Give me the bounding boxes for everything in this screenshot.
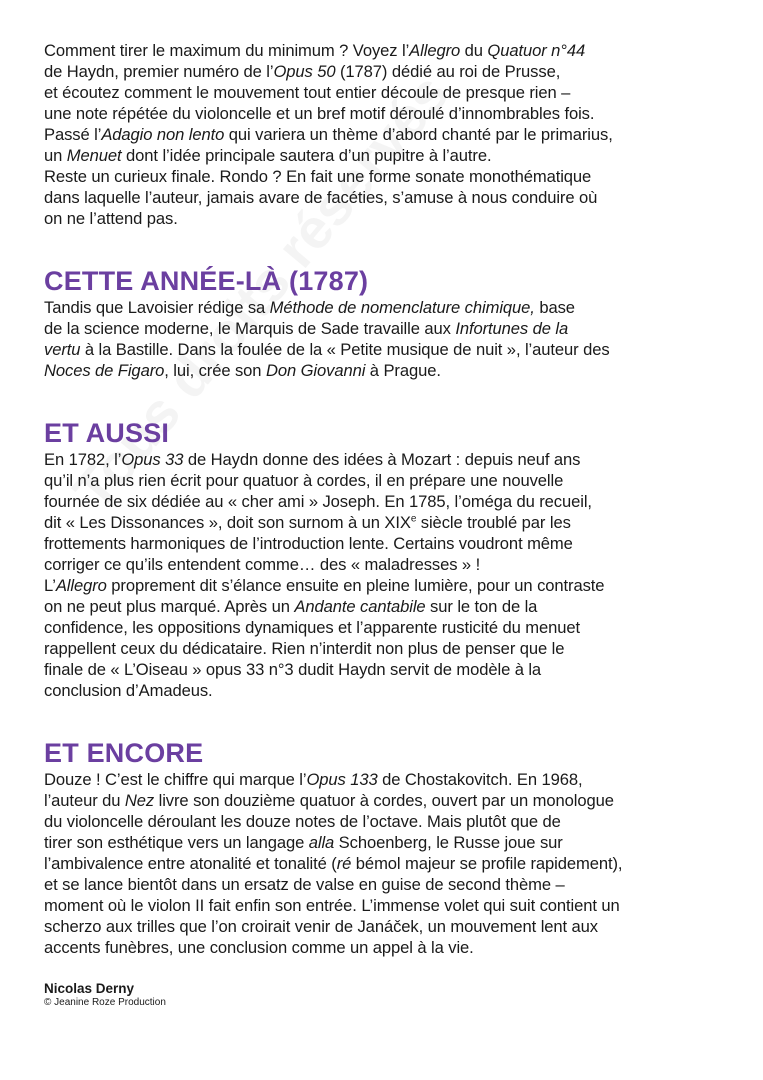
text-segment: accents funèbres, une conclusion comme un appel à la vie. bbox=[44, 938, 474, 957]
text-line bbox=[44, 208, 734, 229]
text-segment: dont l’idée principale sautera d’un pupitre à l’autre. bbox=[121, 146, 492, 165]
text-segment: finale de « L’Oiseau » opus 33 n°3 dudit Haydn servit de modèle à la bbox=[44, 660, 542, 679]
text-segment: qu’il n’a plus rien écrit pour quatuor à cordes, il en prépare une nouvelle bbox=[44, 471, 564, 490]
text-segment: En 1782, l’ bbox=[44, 450, 122, 469]
text-line bbox=[44, 512, 734, 533]
text-line bbox=[44, 638, 734, 659]
text-segment: de Chostakovitch. En 1968, bbox=[377, 770, 583, 789]
text-line bbox=[44, 895, 734, 916]
italic-text: ré bbox=[336, 854, 352, 873]
text-segment: sur le ton de la bbox=[425, 597, 538, 616]
text-segment: livre son douzième quatuor à cordes, ouvert par un monologue bbox=[154, 791, 614, 810]
text-segment: et se lance bientôt dans un ersatz de valse en guise de second thème – bbox=[44, 875, 565, 894]
text-line bbox=[44, 811, 734, 832]
text-line bbox=[44, 339, 734, 360]
section-annee bbox=[44, 265, 734, 381]
text-segment: Comment tirer le maximum du minimum ? Voyez l’ bbox=[44, 41, 410, 60]
text-segment: du violoncelle déroulant les douze notes de l’octave. Mais plutôt que de bbox=[44, 812, 561, 831]
text-line bbox=[44, 769, 734, 790]
section-heading-annee: CETTE ANNÉE-LÀ (1787) bbox=[44, 266, 369, 296]
text-line bbox=[44, 124, 734, 145]
section-aussi bbox=[44, 417, 734, 701]
superscript-text: e bbox=[410, 513, 417, 525]
text-line bbox=[44, 790, 734, 811]
text-segment: du bbox=[460, 41, 488, 60]
text-line bbox=[44, 659, 734, 680]
text-segment: L’ bbox=[44, 576, 56, 595]
text-line bbox=[44, 916, 734, 937]
text-line bbox=[44, 575, 734, 596]
text-segment: de Haydn, premier numéro de l’ bbox=[44, 62, 274, 81]
text-segment: et écoutez comment le mouvement tout entier découle de presque rien – bbox=[44, 83, 571, 102]
italic-text: Noces de Figaro bbox=[44, 361, 165, 380]
text-line bbox=[44, 145, 734, 166]
text-segment: , lui, crée son bbox=[164, 361, 266, 380]
text-segment: proprement dit s’élance ensuite en pleine lumière, pour un contraste bbox=[106, 576, 605, 595]
text-line bbox=[44, 82, 734, 103]
text-line bbox=[44, 166, 734, 187]
text-line bbox=[44, 617, 734, 638]
text-segment: à Prague. bbox=[365, 361, 441, 380]
text-segment: confidence, les oppositions dynamiques et l’apparente rusticité du menuet bbox=[44, 618, 581, 637]
italic-text: Nez bbox=[124, 791, 155, 810]
text-segment: siècle troublé par les bbox=[416, 513, 571, 532]
italic-text: Andante cantabile bbox=[294, 597, 426, 616]
copyright-notice: © Jeanine Roze Production bbox=[44, 997, 166, 1008]
intro-paragraph bbox=[44, 40, 734, 229]
section-heading-encore: ET ENCORE bbox=[44, 738, 204, 768]
text-segment: corriger ce qu’ils entendent comme… des « maladresses » ! bbox=[44, 555, 481, 574]
text-line bbox=[44, 318, 734, 339]
text-segment: bémol majeur se profile rapidement), bbox=[351, 854, 623, 873]
section-aussi-paragraph bbox=[44, 449, 734, 701]
text-segment: scherzo aux trilles que l’on croirait venir de Janáček, un mouvement lent aux bbox=[44, 917, 599, 936]
section-annee-paragraph bbox=[44, 297, 734, 381]
text-segment: moment où le violon II fait enfin son entrée. L’immense volet qui suit contient un bbox=[44, 896, 620, 915]
text-segment: Schoenberg, le Russe joue sur bbox=[334, 833, 563, 852]
text-segment: on ne l’attend pas. bbox=[44, 209, 178, 228]
text-line bbox=[44, 937, 734, 958]
text-segment: à la Bastille. Dans la foulée de la « Petite musique de nuit », l’auteur des bbox=[80, 340, 610, 359]
text-line bbox=[44, 449, 734, 470]
italic-text: Allegro bbox=[55, 576, 107, 595]
text-segment: de la science moderne, le Marquis de Sade travaille aux bbox=[44, 319, 456, 338]
text-segment: on ne peut plus marqué. Après un bbox=[44, 597, 295, 616]
text-segment: qui variera un thème d’abord chanté par le primarius, bbox=[224, 125, 613, 144]
text-line bbox=[44, 470, 734, 491]
italic-text: vertu bbox=[44, 340, 81, 359]
text-line bbox=[44, 832, 734, 853]
text-line bbox=[44, 680, 734, 701]
text-line bbox=[44, 297, 734, 318]
italic-text: Adagio non lento bbox=[101, 125, 225, 144]
italic-text: Menuet bbox=[66, 146, 122, 165]
text-segment: frottements harmoniques de l’introduction lente. Certains voudront même bbox=[44, 534, 573, 553]
text-line bbox=[44, 596, 734, 617]
text-segment: l’auteur du bbox=[44, 791, 125, 810]
text-segment: l’ambivalence entre atonalité et tonalité ( bbox=[44, 854, 337, 873]
text-segment: un bbox=[44, 146, 67, 165]
text-segment: (1787) dédié au roi de Prusse, bbox=[335, 62, 561, 81]
text-segment: Tandis que Lavoisier rédige sa bbox=[44, 298, 270, 317]
text-line bbox=[44, 40, 734, 61]
signature-block bbox=[44, 980, 734, 1009]
text-line bbox=[44, 491, 734, 512]
text-segment: base bbox=[534, 298, 575, 317]
text-segment: Passé l’ bbox=[44, 125, 102, 144]
text-line bbox=[44, 874, 734, 895]
author-name: Nicolas Derny bbox=[44, 981, 135, 996]
text-segment: dit « Les Dissonances », doit son surnom à un XIX bbox=[44, 513, 411, 532]
text-segment: dans laquelle l’auteur, jamais avare de facéties, s’amuse à nous conduire où bbox=[44, 188, 598, 207]
italic-text: Méthode de nomenclature chimique, bbox=[269, 298, 535, 317]
italic-text: Quatuor n°44 bbox=[487, 41, 586, 60]
text-line bbox=[44, 533, 734, 554]
italic-text: Opus 33 bbox=[121, 450, 184, 469]
text-segment: fournée de six dédiée au « cher ami » Joseph. En 1785, l’oméga du recueil, bbox=[44, 492, 592, 511]
text-line bbox=[44, 103, 734, 124]
text-segment: Douze ! C’est le chiffre qui marque l’ bbox=[44, 770, 307, 789]
text-segment: tirer son esthétique vers un langage bbox=[44, 833, 309, 852]
italic-text: Don Giovanni bbox=[265, 361, 366, 380]
text-segment: de Haydn donne des idées à Mozart : depuis neuf ans bbox=[183, 450, 581, 469]
text-line bbox=[44, 360, 734, 381]
program-note-page bbox=[44, 40, 734, 1009]
italic-text: alla bbox=[308, 833, 335, 852]
text-segment: une note répétée du violoncelle et un bref motif déroulé d’innombrables fois. bbox=[44, 104, 595, 123]
text-segment: rappellent ceux du dédicataire. Rien n’interdit non plus de penser que le bbox=[44, 639, 565, 658]
text-segment: Reste un curieux finale. Rondo ? En fait une forme sonate monothématique bbox=[44, 167, 592, 186]
italic-text: Infortunes de la bbox=[455, 319, 569, 338]
section-encore bbox=[44, 737, 734, 958]
section-encore-paragraph bbox=[44, 769, 734, 958]
text-line bbox=[44, 554, 734, 575]
italic-text: Allegro bbox=[409, 41, 461, 60]
text-line bbox=[44, 61, 734, 82]
italic-text: Opus 50 bbox=[273, 62, 336, 81]
text-line bbox=[44, 187, 734, 208]
section-heading-aussi: ET AUSSI bbox=[44, 418, 170, 448]
text-segment: conclusion d’Amadeus. bbox=[44, 681, 213, 700]
italic-text: Opus 133 bbox=[306, 770, 378, 789]
text-line bbox=[44, 853, 734, 874]
